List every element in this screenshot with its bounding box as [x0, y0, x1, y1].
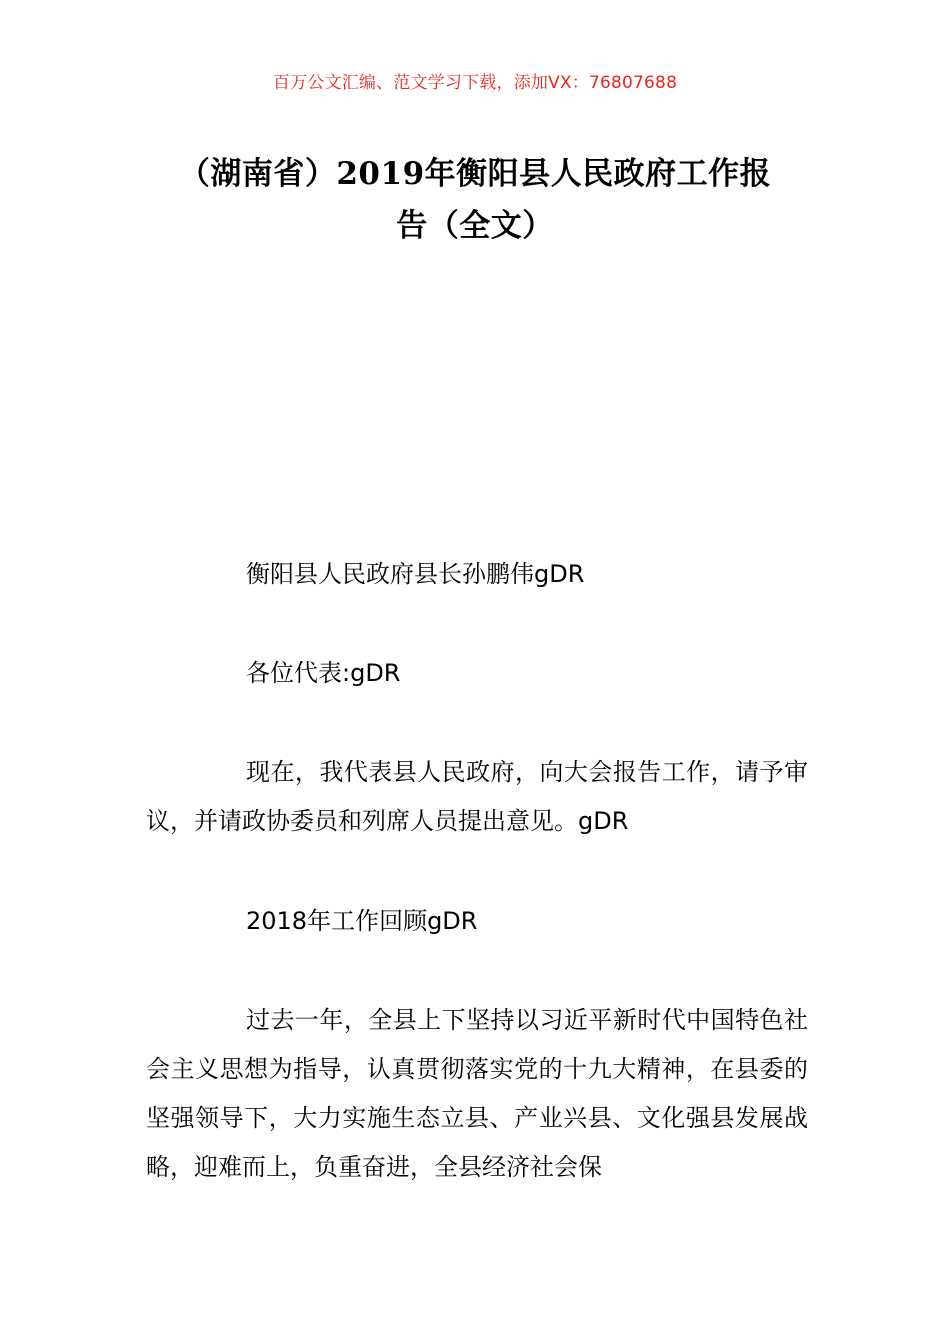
intro-paragraph: 现在，我代表县人民政府，向大会报告工作，请予审议，并请政协委员和列席人员提出意见。gDR	[146, 758, 808, 835]
document-title	[0, 148, 950, 252]
author-line: 衡阳县人民政府县长孙鹏伟gDR	[246, 560, 585, 588]
title-line-1: （湖南省）2019年衡阳县人民政府工作报	[178, 156, 772, 192]
title-line-2: 告（全文）	[396, 208, 554, 244]
review-paragraph: 过去一年，全县上下坚持以习近平新时代中国特色社会主义思想为指导，认真贯彻落实党的十九大精神，在县委的坚强领导下，大力实施生态立县、产业兴县、文化强县发展战略，迎难而上，负重奋进，全县经济社会保	[146, 1006, 808, 1181]
section-heading: 2018年工作回顾gDR	[246, 907, 478, 935]
header-note: 百万公文汇编、范文学习下载，添加VX：76807688	[272, 73, 678, 93]
salutation: 各位代表:gDR	[246, 659, 401, 687]
